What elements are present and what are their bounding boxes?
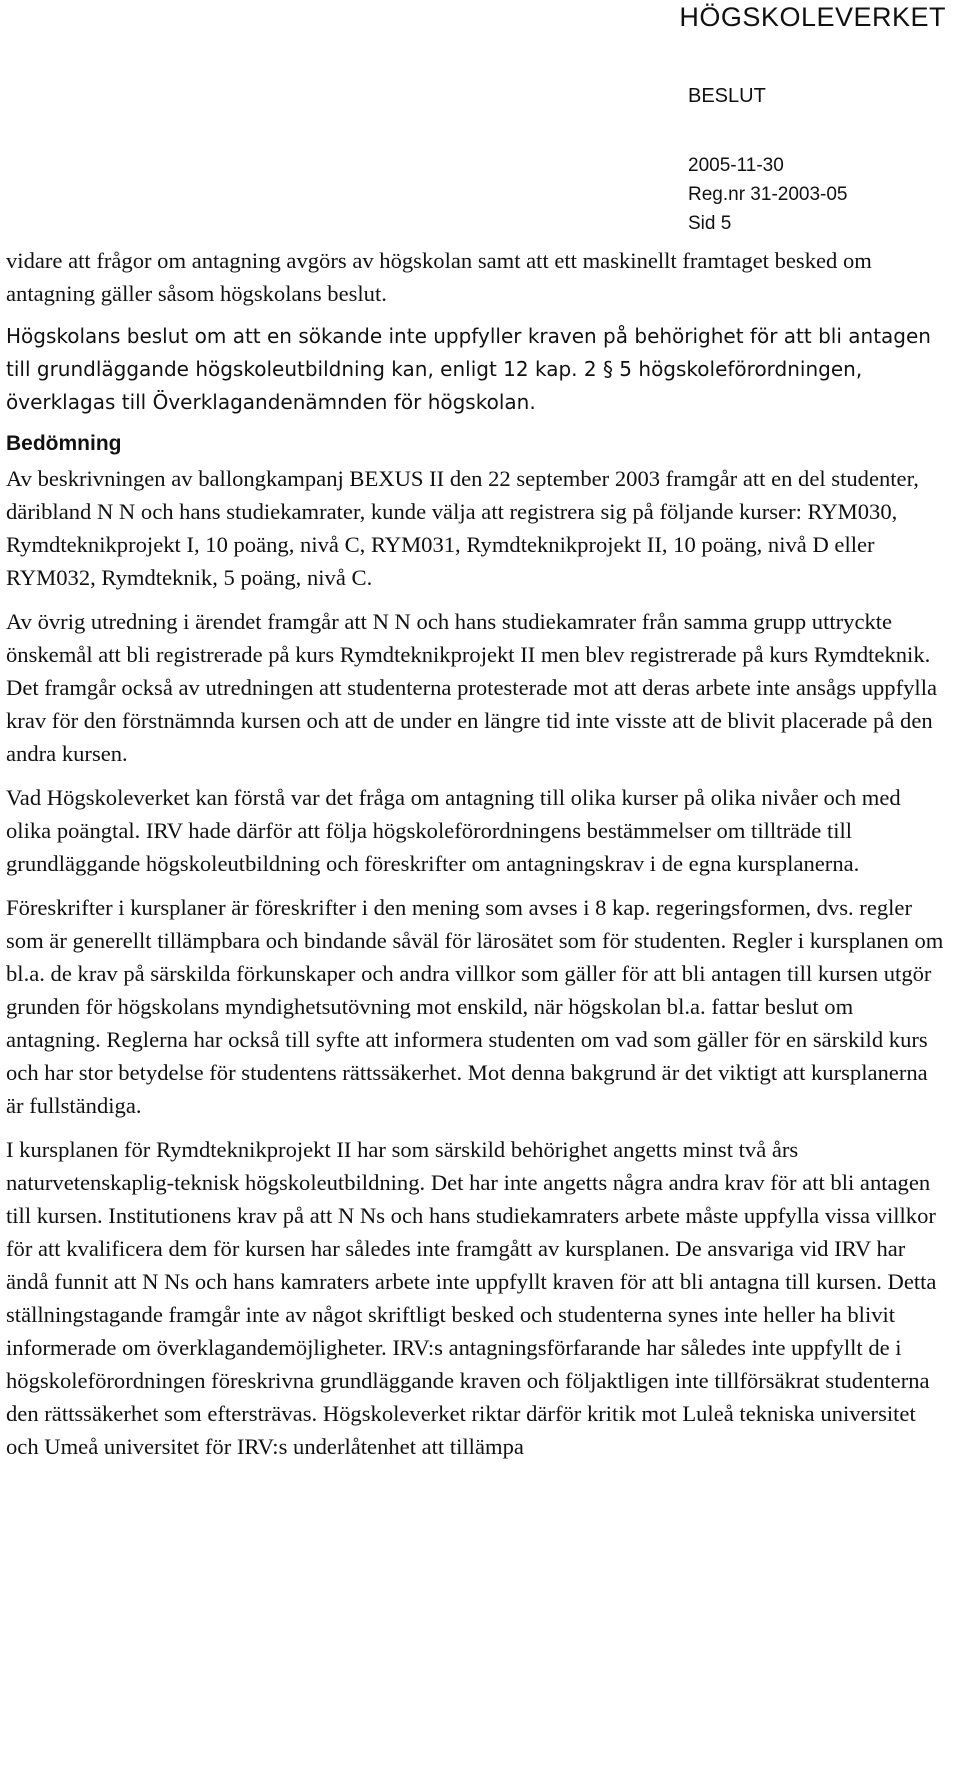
document-body: [6, 244, 944, 1474]
decision-date: 2005-11-30: [688, 155, 784, 176]
section-heading-bedomning: Bedömning: [6, 432, 122, 455]
paragraph-investigation: Av övrig utredning i ärendet framgår att N N och hans studiekamrater från samma grupp uttryckte önskemål att bli registrerade på kurs Rymdteknikprojekt II men blev registrerade på kurs Rymdteknik. Det framgår också av utredningen att studenterna protesterade mot att deras arbete inte ansågs uppfylla krav för den förstnämnda kursen och att de under en längre tid inte visste att de blivit placerade på den andra kursen.: [6, 609, 937, 766]
paragraph-admission-levels: Vad Högskoleverket kan förstå var det fråga om antagning till olika kurser på olika nivåer och med olika poängtal. IRV hade därför att följa högskoleförordningens bestämmelser om tillträde till grundläggande högskoleutbildning och föreskrifter om antagningskrav i de egna kursplanerna.: [6, 785, 901, 876]
paragraph-course-options: Av beskrivningen av ballongkampanj BEXUS II den 22 september 2003 framgår att en del studenter, däribland N N och hans studiekamrater, kunde välja att registrera sig på följande kurser: RYM030, Rymdteknikprojekt I, 10 poäng, nivå C, RYM031, Rymdteknikprojekt II, 10 poäng, nivå D eller RYM032, Rymdteknik, 5 poäng, nivå C.: [6, 466, 919, 590]
agency-name: HÖGSKOLEVERKET: [679, 2, 946, 32]
page-number: Sid 5: [688, 213, 732, 234]
document-meta: [688, 82, 848, 238]
paragraph-course-regulations: Föreskrifter i kursplaner är föreskrifter i den mening som avses i 8 kap. regeringsformen, dvs. regler som är generellt tillämpbara och bindande såväl för lärosätet som för studenten. Regler i kursplanen om bl.a. de krav på särskilda förkunskaper och andra villkor som gäller för att bli antagen till kursen utgör grunden för högskolans myndighetsutövning mot enskild, när högskolan bl.a. fattar beslut om antagning. Reglerna har också till syfte att informera studenten om vad som gäller för en särskild kurs och har stor betydelse för studentens rättssäkerhet. Mot denna bakgrund är det viktigt att kursplanerna är fullständiga.: [6, 895, 944, 1118]
registration-number: Reg.nr 31-2003-05: [688, 184, 848, 205]
paragraph-continuation: vidare att frågor om antagning avgörs av högskolan samt att ett maskinellt framtaget besked om antagning gäller såsom högskolans beslut.: [6, 248, 872, 306]
paragraph-appeal-rules: Högskolans beslut om att en sökande inte uppfyller kraven på behörighet för att bli antagen till grundläggande högskoleutbildning kan, enligt 12 kap. 2 § 5 högskoleförordningen, överklagas till Överklagandenämnden för högskolan.: [6, 324, 931, 414]
document-type: BESLUT: [688, 85, 766, 107]
paragraph-criticism: I kursplanen för Rymdteknikprojekt II har som särskild behörighet angetts minst två års naturvetenskaplig-teknisk högskoleutbildning. Det har inte angetts några andra krav för att bli antagen till kursen. Institutionens krav på att N Ns och hans studiekamraters arbete måste uppfylla vissa villkor för att kvalificera dem för kursen har således inte framgått av kursplanen. De ansvariga vid IRV har ändå funnit att N Ns och hans kamraters arbete inte uppfyllt kraven för att bli antagna till kursen. Detta ställningstagande framgår inte av något skriftligt besked och studenterna synes inte heller ha blivit informerade om överklagandemöjligheter. IRV:s antagningsförfarande har således inte uppfyllt de i högskoleförordningen föreskrivna grundläggande kraven och följaktligen inte tillförsäkrat studenterna den rättssäkerhet som eftersträvas. Högskoleverket riktar därför kritik mot Luleå tekniska universitet och Umeå universitet för IRV:s underlåtenhet att tillämpa: [6, 1137, 937, 1459]
